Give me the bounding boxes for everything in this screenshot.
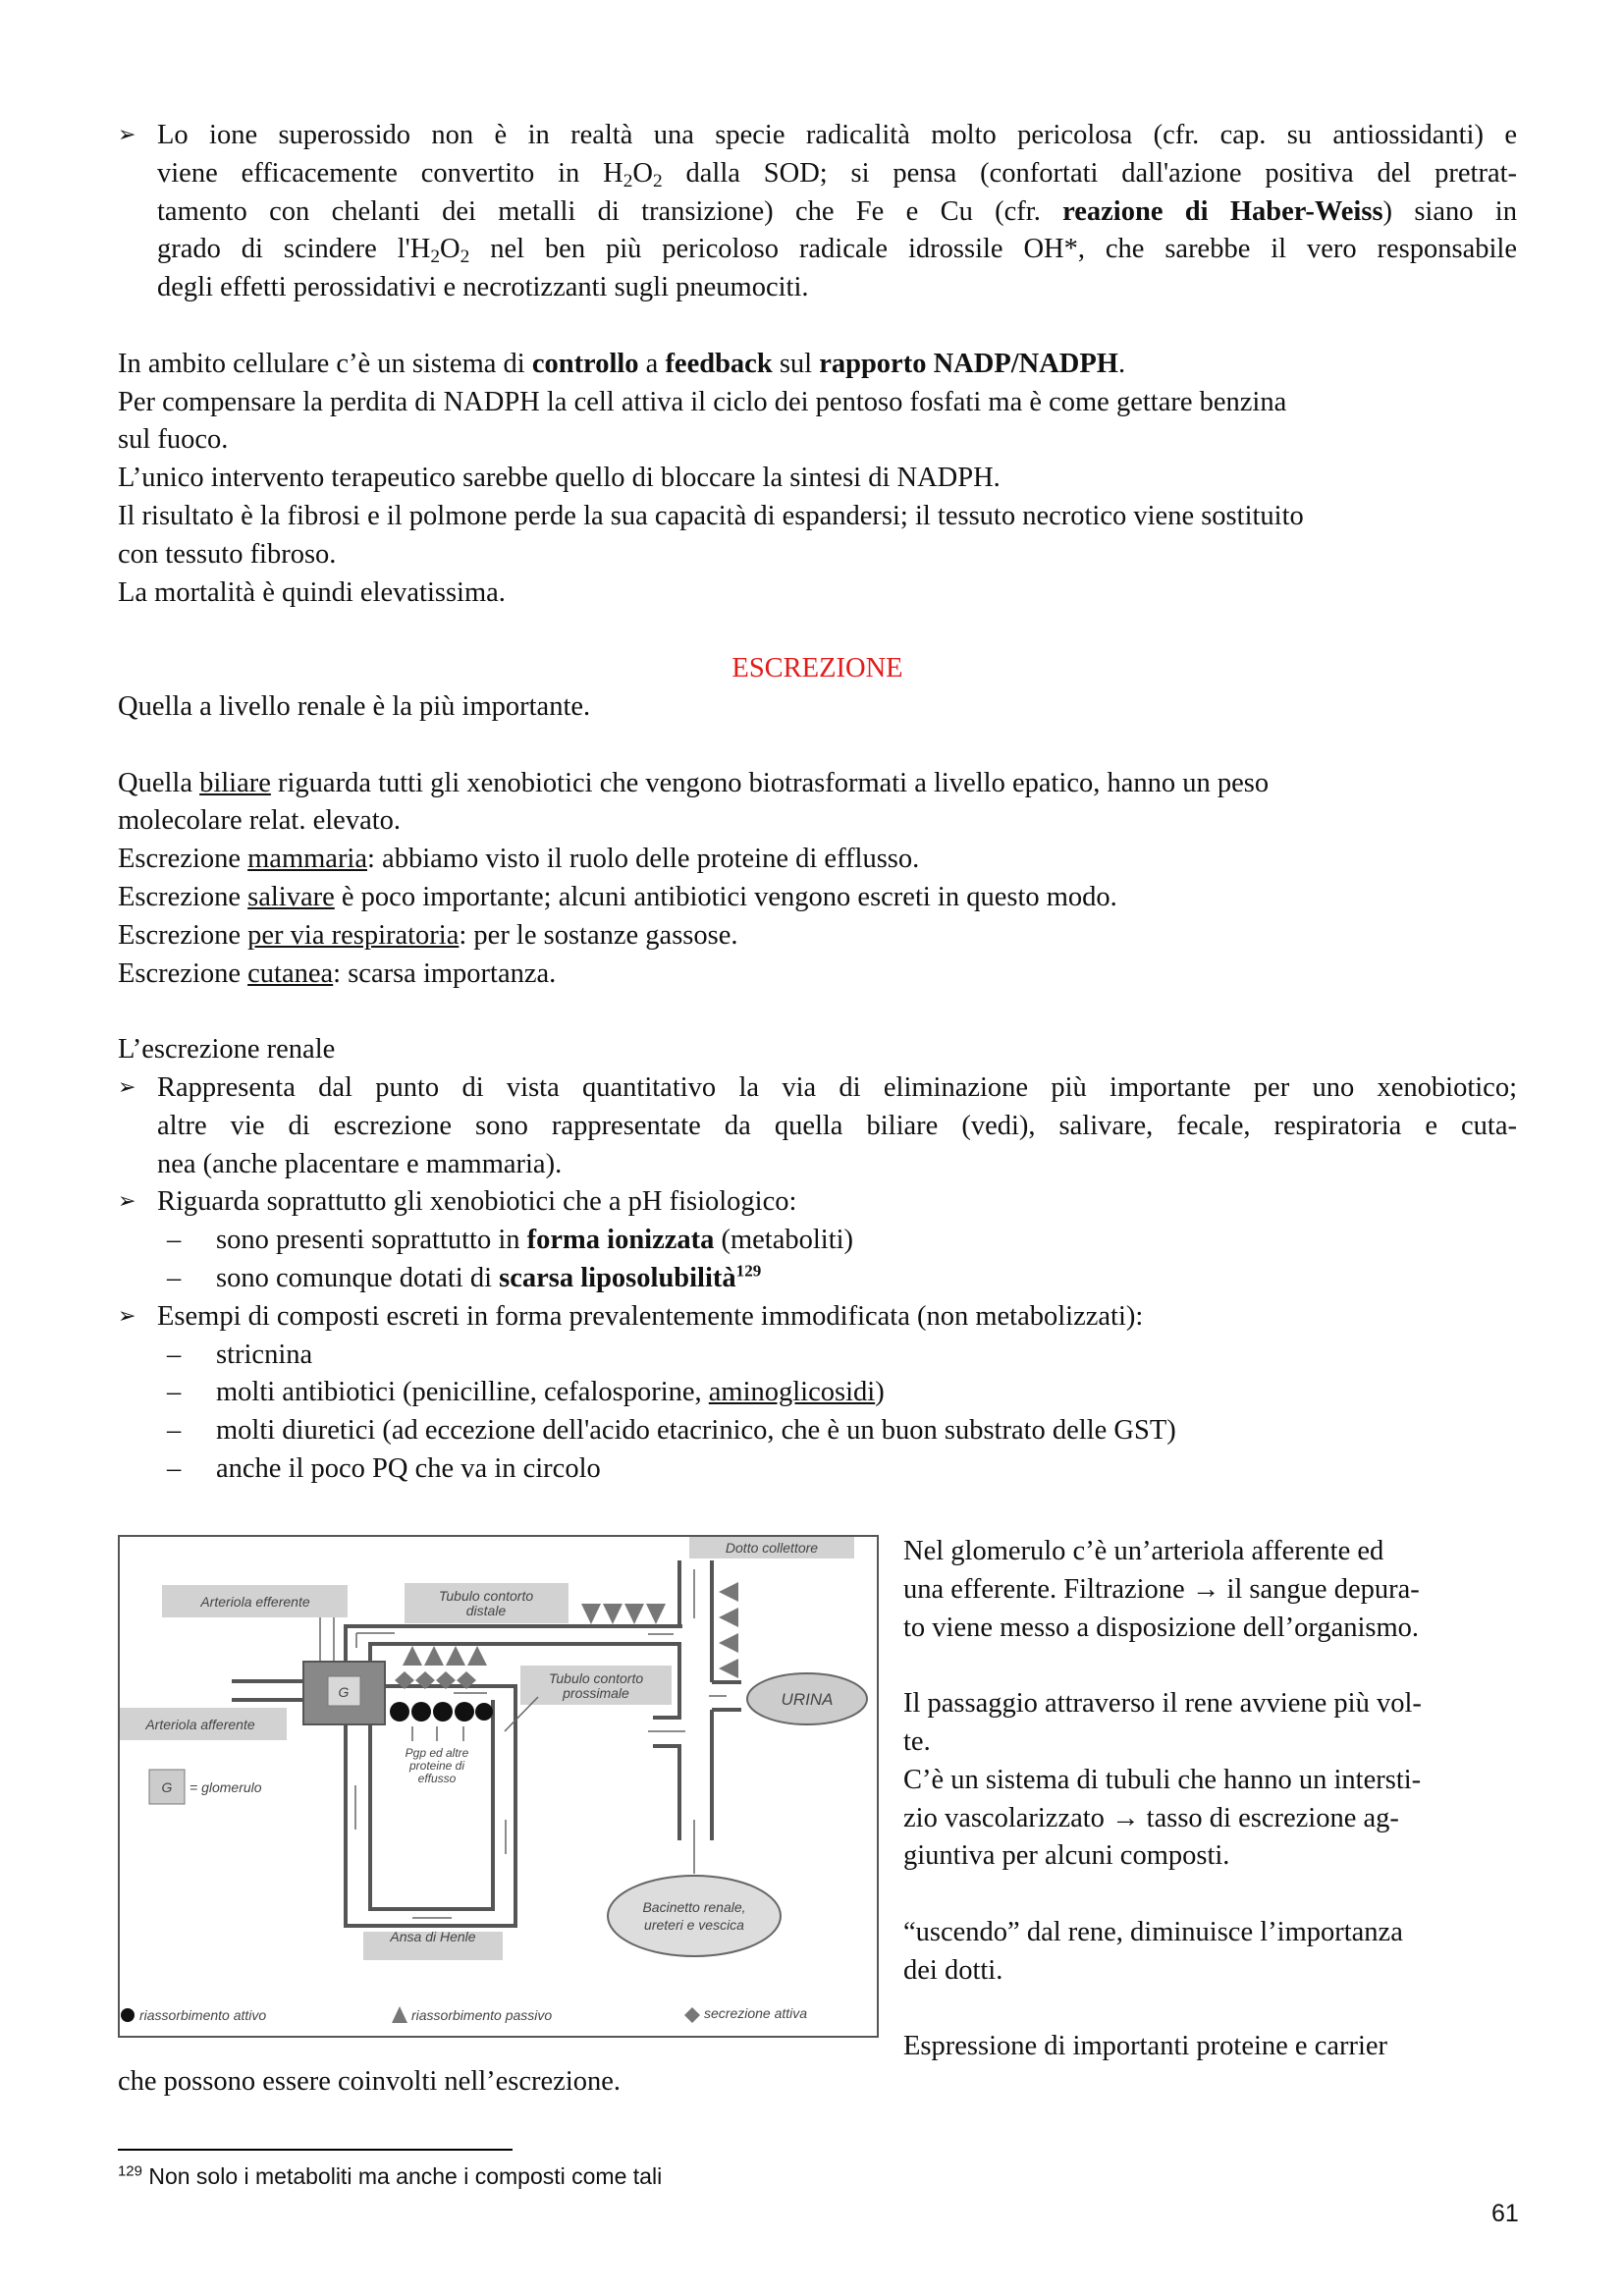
text: viene efficacemente convertito in H: [157, 157, 623, 189]
paragraph-line: L’escrezione renale: [118, 1034, 336, 1066]
g-label: G: [338, 1684, 350, 1700]
blank-line: [903, 1991, 1517, 2029]
paragraph-line: te.: [903, 1725, 931, 1757]
continuation-text: che possono essere coinvolti nell’escrezione.: [118, 2066, 622, 2097]
bullet-line: [118, 1183, 1517, 1222]
footnote-number: 129: [118, 2162, 142, 2180]
paragraph-line: una efferente. Filtrazione → il sangue depura-: [903, 1573, 1420, 1605]
glomerulo-legend: = glomerulo: [189, 1779, 262, 1795]
text: grado di scindere l'H: [157, 234, 431, 265]
paragraph-line: Quella a livello renale è la più importante.: [118, 690, 591, 722]
text: ) siano in: [1382, 195, 1517, 227]
text: sono presenti soprattutto in: [216, 1225, 527, 1256]
bullet-line: [118, 117, 1517, 155]
blank-line: [903, 1647, 1517, 1685]
text: a: [638, 348, 666, 379]
footnote-divider: [118, 2149, 513, 2151]
section-heading: ESCREZIONE: [731, 653, 903, 684]
bold-term: feedback: [665, 348, 773, 379]
paragraph-line: [118, 879, 1517, 917]
label-tubulo-prossimale: Tubulo contorto: [548, 1670, 644, 1686]
paragraph-line: Nel glomerulo c’è un’arteriola afferente ed: [903, 1536, 1384, 1566]
text: Escrezione: [118, 957, 248, 989]
dash-bullet: –: [167, 1415, 182, 1447]
underlined-term: aminoglicosidi: [708, 1377, 876, 1408]
label-tubulo-prossimale: prossimale: [563, 1685, 629, 1701]
bold-term: controllo: [531, 348, 639, 379]
text: (metaboliti): [714, 1225, 854, 1256]
main-text: [118, 117, 1517, 1489]
bacinetto-ellipse: [608, 1876, 781, 1956]
bullet-line: altre vie di escrezione sono rappresentate da quella biliare (vedi), salivare, fecale, respiratoria e cuta-: [157, 1110, 1517, 1141]
text: è poco importante; alcuni antibiotici vengono escreti in questo modo.: [334, 881, 1117, 912]
text: Lo ione superossido non è in realtà una specie radicalità molto pericolosa (cfr. cap. su antiossidanti) e: [157, 120, 1517, 150]
text: : abbiamo visto il ruolo delle proteine di efflusso.: [367, 844, 920, 875]
bold-term: forma ionizzata: [526, 1225, 715, 1256]
bullet-line: nea (anche placentare e mammaria).: [157, 1148, 563, 1179]
text: nel ben più pericoloso radicale idrossile OH*, che sarebbe il vero responsabile: [469, 234, 1517, 265]
blank-line: [118, 307, 1517, 346]
paragraph-line: [118, 841, 1517, 879]
text: O: [632, 157, 653, 189]
blank-line: [118, 612, 1517, 650]
nephron-diagram: [118, 1535, 879, 2038]
subscript: 2: [623, 170, 633, 191]
text: ): [875, 1377, 885, 1408]
bullet-line: [118, 231, 1517, 269]
bold-term: reazione di Haber-Weiss: [1062, 195, 1383, 227]
blank-line: [118, 993, 1517, 1031]
underlined-term: salivare: [247, 881, 335, 912]
text: dalla SOD; si pensa (confortati dall'azione positiva del pretrat-: [662, 157, 1517, 189]
text: molti antibiotici (penicilline, cefalosporine,: [216, 1377, 709, 1408]
text: O: [440, 234, 460, 265]
paragraph-line: molecolare relat. elevato.: [118, 805, 402, 837]
paragraph-line: Espressione di importanti proteine e carrier: [903, 2031, 1388, 2062]
label-arteriola-efferente: Arteriola efferente: [200, 1594, 310, 1610]
dash-bullet: –: [167, 1262, 182, 1293]
paragraph-line: [118, 346, 1517, 384]
text: Escrezione: [118, 919, 248, 951]
label-dotto-collettore: Dotto collettore: [725, 1540, 819, 1556]
dash-bullet: –: [167, 1452, 182, 1484]
footnote: [118, 2163, 662, 2190]
text: sono comunque dotati di: [216, 1262, 500, 1293]
text: : per le sostanze gassose.: [459, 919, 738, 951]
text: Quella: [118, 767, 200, 798]
bullet-line: [118, 193, 1517, 232]
paragraph-line: Il risultato è la fibrosi e il polmone perde la sua capacità di espandersi; il tessuto necrotico viene sostituito: [118, 500, 1304, 531]
bullet-line: [118, 1069, 1517, 1108]
text: .: [1117, 348, 1126, 379]
text: tamento con chelanti dei metalli di transizione) che Fe e Cu (cfr.: [157, 195, 1063, 227]
sub-item: [118, 1450, 1517, 1489]
urina-label: URINA: [781, 1690, 834, 1709]
arrowhead-bullet-icon: ➢: [118, 123, 136, 147]
legend-secrezione: secrezione attiva: [704, 2005, 808, 2021]
underlined-term: biliare: [199, 767, 271, 798]
right-column-text: [903, 1533, 1517, 2066]
bacinetto-label: Bacinetto renale,: [642, 1899, 746, 1915]
paragraph-line: dei dotti.: [903, 1954, 1003, 1986]
g-legend-label: G: [161, 1779, 173, 1795]
page-number: 61: [1491, 2200, 1519, 2227]
bullet-line: [118, 1298, 1517, 1337]
sub-item: [118, 1412, 1517, 1450]
text: molti diuretici (ad eccezione dell'acido etacrinico, che è un buon substrato delle GST): [216, 1415, 1176, 1447]
text: Riguarda soprattutto gli xenobiotici che a pH fisiologico:: [157, 1186, 797, 1218]
bullet-line: degli effetti perossidativi e necrotizzanti sugli pneumociti.: [157, 272, 809, 303]
pgp-label: effusso: [417, 1772, 457, 1785]
arrowhead-bullet-icon: ➢: [118, 1074, 136, 1100]
dash-bullet: –: [167, 1339, 182, 1370]
paragraph-line: [118, 956, 1517, 994]
paragraph-line: La mortalità è quindi elevatissima.: [118, 576, 506, 608]
arrowhead-bullet-icon: ➢: [118, 1303, 136, 1329]
paragraph-line: to viene messo a disposizione dell’organismo.: [903, 1612, 1420, 1643]
footnote-text: Non solo i metaboliti ma anche i composti come tali: [148, 2163, 663, 2189]
paragraph-line: sul fuoco.: [118, 424, 229, 456]
label-ansa-henle: Ansa di Henle: [390, 1929, 476, 1944]
bacinetto-label: ureteri e vescica: [644, 1917, 744, 1933]
text: Escrezione: [118, 844, 248, 875]
text: : scarsa importanza.: [333, 957, 557, 989]
text: anche il poco PQ che va in circolo: [216, 1452, 601, 1484]
text: sul: [772, 348, 820, 379]
subscript: 2: [460, 246, 470, 268]
paragraph-line: [118, 917, 1517, 956]
text: Esempi di composti escreti in forma prevalentemente immodificata (non metabolizzati):: [157, 1300, 1144, 1332]
sub-item: [118, 1260, 1517, 1298]
pgp-label: proteine di: [408, 1759, 465, 1773]
paragraph-line: “uscendo” dal rene, diminuisce l’importanza: [903, 1916, 1403, 1947]
bullet-line: [118, 155, 1517, 193]
footnote-ref[interactable]: 129: [735, 1261, 762, 1281]
sub-item: [118, 1222, 1517, 1260]
subscript: 2: [652, 170, 663, 191]
legend-attivo: riassorbimento attivo: [139, 2007, 267, 2023]
text: In ambito cellulare c’è un sistema di: [118, 348, 532, 379]
bold-term: rapporto NADP/NADPH: [819, 348, 1118, 379]
text: stricnina: [216, 1339, 313, 1370]
label-arteriola-afferente: Arteriola afferente: [145, 1717, 255, 1732]
sub-item: [118, 1374, 1517, 1412]
dash-bullet: –: [167, 1377, 182, 1408]
paragraph-line: Il passaggio attraverso il rene avviene più vol-: [903, 1688, 1422, 1720]
underlined-term: per via respiratoria: [247, 919, 460, 951]
paragraph-line: zio vascolarizzato → tasso di escrezione ag-: [903, 1802, 1399, 1833]
text: Rappresenta dal punto di vista quantitativo la via di eliminazione più importante per uno xenobiotico;: [157, 1071, 1517, 1103]
paragraph-line: C’è un sistema di tubuli che hanno un intersti-: [903, 1764, 1422, 1795]
underlined-term: cutanea: [247, 957, 334, 989]
text: riguarda tutti gli xenobiotici che vengono biotrasformati a livello epatico, hanno un peso: [270, 767, 1270, 798]
arrowhead-bullet-icon: ➢: [118, 1189, 136, 1215]
legend-passivo: riassorbimento passivo: [411, 2007, 553, 2023]
subscript: 2: [430, 246, 441, 268]
bold-term: scarsa liposolubilità: [499, 1262, 736, 1293]
paragraph-line: giuntiva per alcuni composti.: [903, 1840, 1230, 1872]
blank-line: [118, 727, 1517, 765]
paragraph-line: con tessuto fibroso.: [118, 538, 337, 570]
pgp-label: Pgp ed altre: [405, 1746, 469, 1760]
underlined-term: mammaria: [247, 844, 368, 875]
blank-line: [903, 1876, 1517, 1914]
paragraph-line: L’unico intervento terapeutico sarebbe quello di bloccare la sintesi di NADPH.: [118, 463, 1001, 494]
label-tubulo-distale: Tubulo contorto: [438, 1588, 534, 1604]
dash-bullet: –: [167, 1225, 182, 1256]
paragraph-line: [118, 765, 1517, 803]
text: Escrezione: [118, 881, 248, 912]
legend-circle-icon: [121, 2008, 135, 2022]
label-tubulo-distale: distale: [465, 1603, 507, 1618]
sub-item: [118, 1337, 1517, 1375]
paragraph-line: Per compensare la perdita di NADPH la cell attiva il ciclo dei pentoso fosfati ma è come gettare benzina: [118, 386, 1287, 417]
